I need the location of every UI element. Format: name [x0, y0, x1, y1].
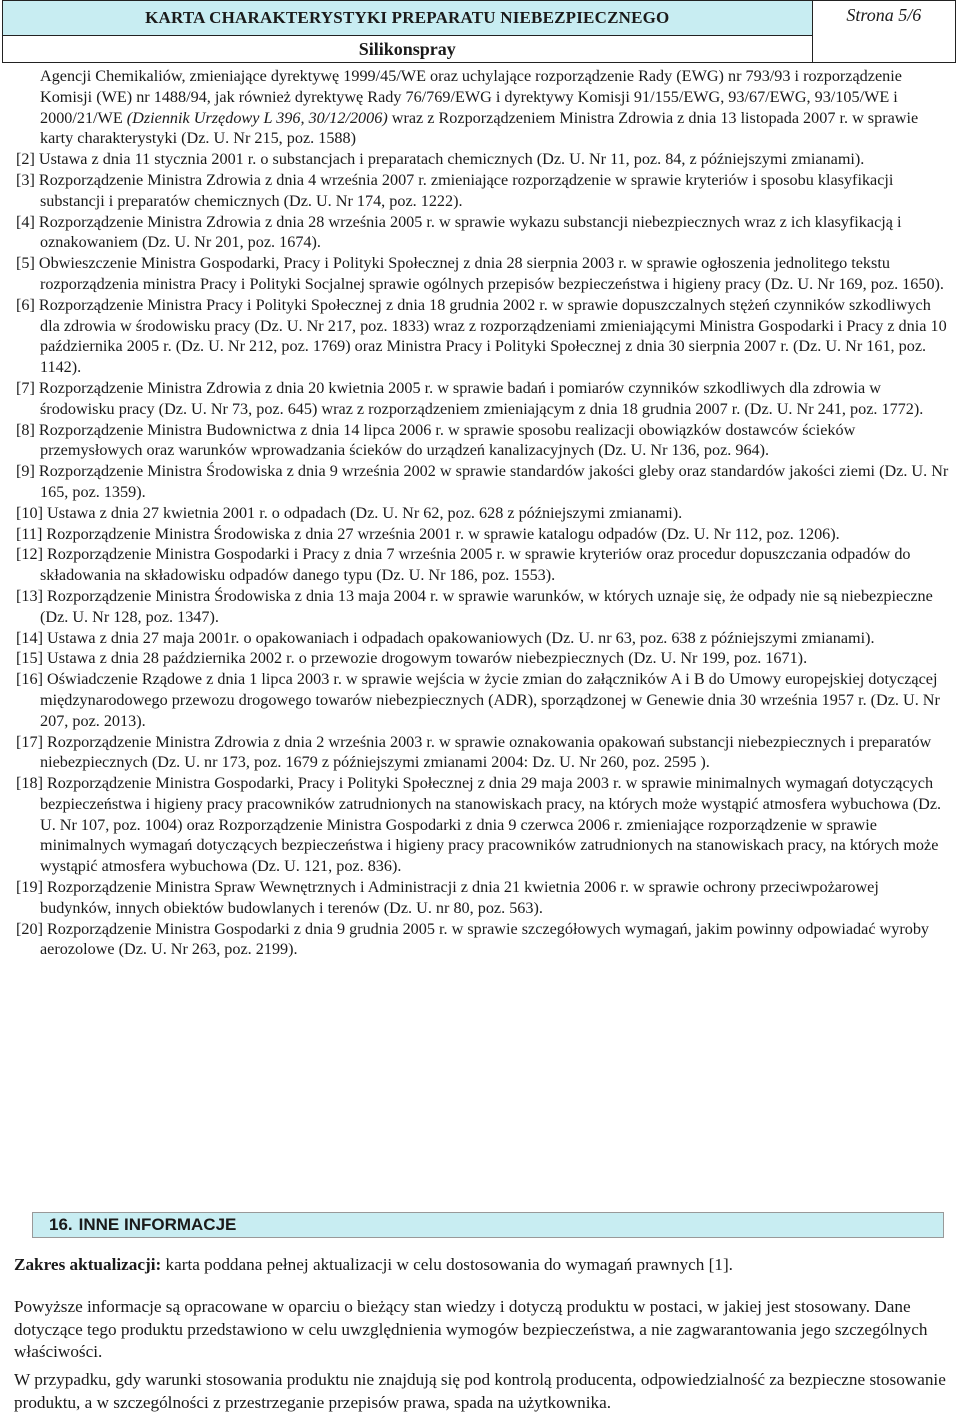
update-scope — [14, 1254, 948, 1277]
disclaimer-paragraph-2 — [14, 1369, 948, 1414]
reference-item: [12] Rozporządzenie Ministra Gospodarki i Pracy z dnia 7 września 2005 r. w sprawie kryteriów oraz procedur dopuszczania odpadów do składowania na składowisku odpadów danego typu (Dz. U. Nr 186, poz. 1553). — [16, 545, 911, 585]
reference-item: [4] Rozporządzenie Ministra Zdrowia z dnia 28 września 2005 r. w sprawie wykazu substancji niebezpiecznych wraz z ich klasyfikacją i oznakowaniem (Dz. U. Nr 201, poz. 1674). — [16, 212, 902, 252]
reference-item: [14] Ustawa z dnia 27 maja 2001r. o opakowaniach i odpadach opakowaniowych (Dz. U. nr 63, poz. 638 z późniejszymi zmianami). — [16, 628, 875, 647]
disclaimer-paragraph-1 — [14, 1296, 948, 1364]
product-name-cell — [3, 36, 813, 63]
page-number: Strona 5/6 — [846, 5, 922, 25]
reference-item: [7] Rozporządzenie Ministra Zdrowia z dnia 20 kwietnia 2005 r. w sprawie badań i pomiarów czynników szkodliwych dla zdrowia w środowisku pracy (Dz. U. Nr 73, poz. 645) wraz z rozporządzeniem zmieniającym z dnia 18 grudnia 2007 r. (Dz. U. Nr 241, poz. 1772). — [16, 378, 924, 418]
references-list — [16, 66, 950, 960]
disclaimer-text: Powyższe informacje są opracowane w oparciu o bieżący stan wiedzy i dotyczą produktu w postaci, w jakiej jest stosowany. Dane dotyczące tego produktu przedstawiono w celu uwzględnienia wymogów bezpieczeństwa, a nie zagwarantowania jego szczególnych właściwości. — [14, 1297, 928, 1362]
update-scope-text: karta poddana pełnej aktualizacji w celu dostosowania do wymagań prawnych [1]. — [165, 1255, 733, 1274]
product-name: Silikonspray — [358, 38, 456, 59]
update-scope-label: Zakres aktualizacji: — [14, 1255, 162, 1274]
reference-item: [5] Obwieszczenie Ministra Gospodarki, Pracy i Polityki Społecznej z dnia 28 sierpnia 2003 r. w sprawie ogłoszenia jednolitego tekstu rozporządzenia ministra Pracy i Polityki Socjalnej sprawie ogólnych przepisów bezpieczeństwa i higieny pracy (Dz. U. Nr 169, poz. 1650). — [16, 254, 944, 293]
reference-1-tail: wraz z Rozporządzeniem Ministra Zdrowia z dnia 13 listopada 2007 r. w sprawie karty charakterystyki (Dz. U. Nr 215, poz. 1588) — [40, 108, 919, 148]
reference-item: [18] Rozporządzenie Ministra Gospodarki, Pracy i Polityki Społecznej z dnia 29 maja 2003 r. w sprawie minimalnych wymagań dotyczących bezpieczeństwa i higieny pracy pracowników zatrudnionych na stanowiskach pracy, na których może wystąpić atmosfera wybuchowa (Dz. U. Nr 107, poz. 1004) oraz Rozporządzenie Ministra Gospodarki z dnia 9 czerwca 2006 r. zmieniające rozporządzenie w sprawie minimalnych wymagań dotyczących bezpieczeństwa i higieny pracy pracowników zatrudnionych na stanowiskach pracy, na których może wystąpić atmosfera wybuchowa (Dz. U. 121, poz. 836). — [16, 774, 942, 876]
section-number: 16. — [49, 1215, 73, 1234]
reference-item: [2] Ustawa z dnia 11 stycznia 2001 r. o substancjach i preparatach chemicznych (Dz. U. Nr 11, poz. 84, z późniejszymi zmianami). — [16, 150, 865, 169]
reference-item: [15] Ustawa z dnia 28 października 2002 r. o przewozie drogowym towarów niebezpiecznych (Dz. U. Nr 199, poz. 1671). — [16, 649, 808, 668]
reference-item: [19] Rozporządzenie Ministra Spraw Wewnętrznych i Administracji z dnia 21 kwietnia 2006 r. w sprawie ochrony przeciwpożarowej budynków, innych obiektów budowlanych i terenów (Dz. U. nr 80, poz. 563). — [16, 878, 879, 917]
reference-item: [16] Oświadczenie Rządowe z dnia 1 lipca 2003 r. w sprawie wejścia w życie zmian do załączników A i B do Umowy europejskiej dotyczącej międzynarodowego przewozu drogowego towarów niebezpiecznych (ADR), sporządzonej w Genewie dnia 30 września 1957 r. (Dz. U. Nr 207, poz. 2013). — [16, 670, 940, 730]
document-title: KARTA CHARAKTERYSTYKI PREPARATU NIEBEZPIECZNEGO — [145, 8, 670, 27]
section-16-heading — [32, 1212, 944, 1238]
reference-item: [17] Rozporządzenie Ministra Zdrowia z dnia 2 września 2003 r. w sprawie oznakowania opakowań substancji niebezpiecznych i preparatów niebezpiecznych (Dz. U. nr 173, poz. 1679 z późniejszymi zmianami 2004: Dz. U. Nr 260, poz. 2595 ). — [16, 732, 932, 772]
reference-item: [6] Rozporządzenie Ministra Pracy i Polityki Społecznej z dnia 18 grudnia 2002 r. w sprawie dopuszczalnych stężeń czynników szkodliwych dla zdrowia w środowisku pracy (Dz. U. Nr 217, poz. 1833) wraz z rozporządzeniami zmieniającymi Ministra Gospodarki i Pracy z dnia 10 października 2005 r. (Dz. U. Nr 212, poz. 1769) oraz Ministra Pracy i Polityki Społecznej z dnia 30 sierpnia 2007 r. (Dz. U. Nr 161, poz. 1142). — [16, 295, 947, 377]
header-title-cell — [3, 1, 813, 36]
reference-item: [9] Rozporządzenie Ministra Środowiska z dnia 9 września 2002 w sprawie standardów jakości gleby oraz standardów jakości ziemi (Dz. U. Nr 165, poz. 1359). — [16, 462, 949, 501]
reference-item: [13] Rozporządzenie Ministra Środowiska z dnia 13 maja 2004 r. w sprawie warunków, w których uznaje się, że odpady nie są niebezpieczne (Dz. U. Nr 128, poz. 1347). — [16, 586, 933, 626]
reference-item: [20] Rozporządzenie Ministra Gospodarki z dnia 9 grudnia 2005 r. w sprawie szczegółowych wymagań, jakim powinny odpowiadać wyroby aerozolowe (Dz. U. Nr 263, poz. 2199). — [16, 919, 930, 959]
reference-item: [3] Rozporządzenie Ministra Zdrowia z dnia 4 września 2007 r. zmieniające rozporządzenie w sprawie kryteriów i sposobu klasyfikacji substancji i preparatów chemicznych (Dz. U. Nr 174, poz. 1222). — [16, 170, 894, 210]
reference-item: [8] Rozporządzenie Ministra Budownictwa z dnia 14 lipca 2006 r. w sprawie sposobu realizacji obowiązków dostawców ścieków przemysłowych oraz warunków wprowadzania ścieków do urządzeń kanalizacyjnych (Dz. U. Nr 136, poz. 964). — [16, 420, 856, 460]
page-number-cell — [812, 1, 955, 63]
document-header — [2, 0, 956, 63]
reference-1-continuation — [16, 66, 950, 149]
section-title: INNE INFORMACJE — [78, 1215, 237, 1234]
reference-item: [10] Ustawa z dnia 27 kwietnia 2001 r. o odpadach (Dz. U. Nr 62, poz. 628 z późniejszymi zmianami). — [16, 503, 683, 522]
reference-1-text: Agencji Chemikaliów, zmieniające dyrektywę 1999/45/WE oraz uchylające rozporządzenie Rady (EWG) nr 793/93 i rozporządzenie Komisji (WE) nr 1488/94, jak również dyrektywę Rady 76/769/EWG i dyrektywy Komisji 91/155/EWG, 93/67/EWG, 93/105/WE i 2000/21/WE — [40, 67, 902, 127]
disclaimer-text: W przypadku, gdy warunki stosowania produktu nie znajdują się pod kontrolą producenta, odpowiedzialność za bezpieczne stosowanie produktu, a w szczególności z przestrzeganie przepisów prawa, spada na użytkownika. — [14, 1370, 946, 1412]
reference-item: [11] Rozporządzenie Ministra Środowiska z dnia 27 września 2001 r. w sprawie katalogu odpadów (Dz. U. Nr 112, poz. 1206). — [16, 524, 840, 543]
reference-1-journal: (Dziennik Urzędowy L 396, 30/12/2006) — [126, 108, 388, 127]
